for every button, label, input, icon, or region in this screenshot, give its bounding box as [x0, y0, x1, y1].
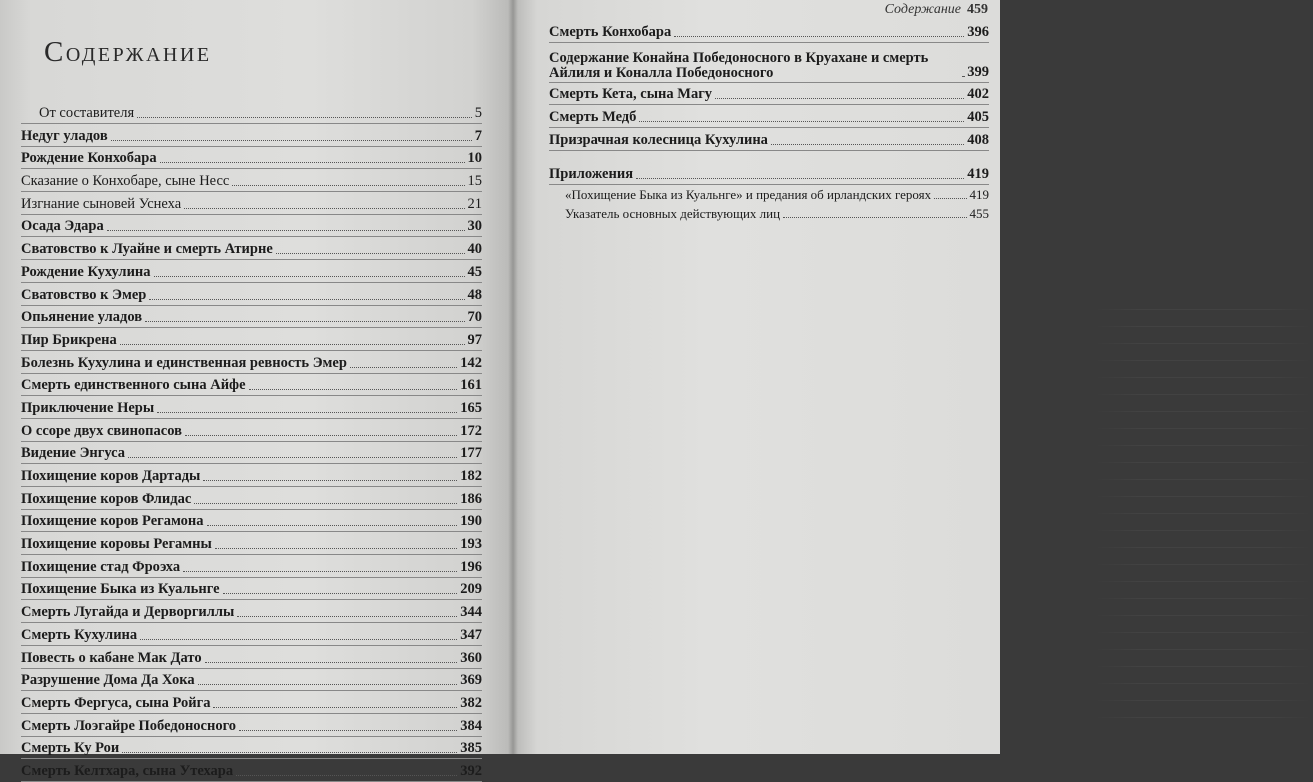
toc-entry — [549, 20, 989, 43]
toc-entry-page: 419 — [969, 187, 989, 203]
toc-entry — [21, 714, 482, 737]
toc-entry-label: Содержание Конайна Победоносного в Круахане и смерть Айлиля и Коналла Победоносного — [549, 49, 929, 81]
toc-entry-page: 344 — [460, 604, 482, 621]
dot-leader — [198, 684, 458, 685]
dot-leader — [215, 548, 457, 549]
toc-entry-label: Пир Брикрена — [21, 331, 117, 348]
dot-leader — [771, 144, 964, 145]
dot-leader — [111, 140, 472, 141]
toc-entry — [549, 128, 989, 151]
toc-entry-label: Опьянение уладов — [21, 309, 143, 326]
dot-leader — [674, 36, 964, 37]
dot-leader — [639, 121, 964, 122]
toc-entry — [21, 464, 482, 487]
toc-entry-page: 385 — [460, 740, 482, 757]
toc-entry — [21, 260, 482, 283]
toc-entry-label: Похищение коров Флидас — [21, 490, 192, 507]
toc-entry-page: 419 — [967, 166, 989, 183]
running-head — [885, 2, 988, 18]
toc-entry-page: 190 — [460, 513, 482, 530]
toc-entry-page: 30 — [467, 218, 482, 235]
toc-entry-label: Болезнь Кухулина и единственная ревность Эмер — [21, 354, 347, 371]
dot-leader — [122, 752, 457, 753]
toc-entry — [549, 83, 989, 106]
dot-leader — [207, 525, 458, 526]
toc-entry — [549, 43, 989, 83]
toc-entry-label: Рождение Кухулина — [21, 263, 151, 280]
toc-entry — [21, 419, 482, 442]
toc-entry-page: 45 — [467, 263, 482, 280]
dot-leader — [276, 253, 465, 254]
toc-entry-page: 161 — [460, 377, 482, 394]
toc-entry — [21, 374, 482, 397]
toc-entry-page: 70 — [467, 309, 482, 326]
dot-leader — [203, 480, 457, 481]
toc-entry — [21, 328, 482, 351]
toc-entry — [21, 555, 482, 578]
toc-entry — [21, 215, 482, 238]
toc-entry-label: Похищение Быка из Куальнге — [21, 581, 220, 598]
toc-entry-label: Видение Энгуса — [21, 445, 126, 462]
toc-entry-page: 15 — [467, 173, 482, 190]
toc-entry-page: 382 — [460, 694, 482, 711]
toc-entry-label: Смерть Ку Рои — [21, 740, 120, 757]
toc-entry-label: Смерть Кета, сына Магу — [549, 86, 713, 103]
dot-leader — [249, 389, 458, 390]
dot-leader — [183, 571, 457, 572]
toc-left — [21, 100, 482, 782]
toc-entry-label: Осада Эдара — [21, 218, 104, 235]
dot-leader — [934, 198, 966, 199]
show-through-texture — [1093, 300, 1313, 720]
toc-entry-page: 172 — [460, 422, 482, 439]
toc-entry-page: 7 — [474, 127, 482, 144]
toc-entry — [21, 100, 482, 124]
right-page — [513, 0, 1000, 754]
toc-entry — [21, 646, 482, 669]
dot-leader — [783, 217, 966, 218]
toc-entry-page: 408 — [967, 131, 989, 148]
toc-entry-label: «Похищение Быка из Куальнге» и предания об ирландских героях — [565, 187, 932, 203]
toc-entry — [21, 237, 482, 260]
toc-entry-label: Смерть единственного сына Айфе — [21, 377, 246, 394]
toc-entry — [21, 306, 482, 329]
toc-right — [549, 20, 989, 223]
dot-leader — [236, 775, 457, 776]
spacer — [549, 151, 989, 163]
toc-entry — [21, 487, 482, 510]
toc-entry — [21, 737, 482, 760]
dot-leader — [962, 76, 964, 77]
toc-entry — [21, 759, 482, 782]
dot-leader — [154, 276, 465, 277]
toc-entry-label: Смерть Кухулина — [21, 626, 138, 643]
dot-leader — [145, 321, 464, 322]
dot-leader — [185, 435, 457, 436]
toc-entry-page: 384 — [460, 717, 482, 734]
toc-entry-label: Похищение коровы Регамны — [21, 536, 212, 553]
toc-entry — [21, 147, 482, 170]
toc-entry-page: 396 — [967, 23, 989, 40]
toc-subentry — [549, 185, 989, 204]
toc-entry — [21, 532, 482, 555]
dot-leader — [107, 230, 465, 231]
toc-subentry — [549, 204, 989, 223]
toc-entry — [21, 192, 482, 215]
toc-entry — [21, 283, 482, 306]
toc-entry-label: Смерть Келтхара, сына Утехара — [21, 762, 234, 779]
dot-leader — [232, 185, 464, 186]
toc-entry — [21, 623, 482, 646]
toc-entry — [21, 669, 482, 692]
toc-entry — [21, 691, 482, 714]
toc-entry-page: 48 — [467, 286, 482, 303]
toc-entry-label: Недуг уладов — [21, 127, 108, 144]
toc-entry-label: Смерть Медб — [549, 109, 637, 126]
toc-entry — [21, 169, 482, 192]
toc-entry — [21, 600, 482, 623]
toc-entry — [21, 510, 482, 533]
toc-entry-label: Сватовство к Эмер — [21, 286, 147, 303]
toc-entry-page: 5 — [474, 105, 482, 121]
toc-entry-label: Смерть Лугайда и Дерворгиллы — [21, 604, 235, 621]
toc-entry-label: Похищение стад Фроэха — [21, 558, 181, 575]
dot-leader — [715, 98, 964, 99]
page-title: Содержание — [44, 36, 212, 68]
toc-entry-label: Смерть Фергуса, сына Ройга — [21, 694, 211, 711]
toc-entry — [21, 351, 482, 374]
dot-leader — [137, 117, 472, 118]
dot-leader — [213, 707, 457, 708]
dot-leader — [350, 367, 457, 368]
toc-entry-page: 21 — [467, 195, 482, 212]
toc-entry-page: 399 — [967, 63, 989, 80]
toc-entry-label: Сказание о Конхобаре, сыне Несс — [21, 173, 230, 190]
dot-leader — [636, 178, 964, 179]
toc-entry-label: Смерть Конхобара — [549, 23, 672, 40]
toc-entry-label: Рождение Конхобара — [21, 150, 157, 167]
toc-entry-label: Похищение коров Регамона — [21, 513, 204, 530]
toc-entry-appendix — [549, 163, 989, 186]
toc-entry — [21, 578, 482, 601]
toc-entry-page: 165 — [460, 399, 482, 416]
toc-entry-page: 196 — [460, 558, 482, 575]
toc-entry-page: 360 — [460, 649, 482, 666]
toc-entry-label: Указатель основных действующих лиц — [565, 206, 781, 222]
toc-entry-page: 209 — [460, 581, 482, 598]
toc-entry-page: 369 — [460, 672, 482, 689]
dot-leader — [239, 730, 457, 731]
dot-leader — [223, 593, 458, 594]
toc-entry-label: О ссоре двух свинопасов — [21, 422, 182, 439]
dot-leader — [160, 162, 465, 163]
toc-entry-page: 186 — [460, 490, 482, 507]
toc-entry-label: Сватовство к Луайне и смерть Атирне — [21, 241, 273, 258]
dot-leader — [184, 208, 464, 209]
dot-leader — [140, 639, 457, 640]
toc-entry-page: 177 — [460, 445, 482, 462]
toc-entry-page: 455 — [969, 206, 989, 222]
toc-entry-label: Разрушение Дома Да Хока — [21, 672, 195, 689]
toc-entry — [21, 124, 482, 147]
toc-entry — [549, 105, 989, 128]
toc-entry-page: 193 — [460, 536, 482, 553]
toc-entry-page: 347 — [460, 626, 482, 643]
running-head-title: Содержание — [884, 2, 961, 17]
toc-entry-page: 97 — [467, 331, 482, 348]
toc-entry-page: 182 — [460, 468, 482, 484]
dot-leader — [128, 457, 457, 458]
toc-entry — [21, 396, 482, 419]
toc-entry-page: 392 — [460, 762, 482, 779]
toc-entry-label: Смерть Лоэгайре Победоносного — [21, 717, 237, 734]
toc-entry-page: 40 — [467, 241, 482, 258]
toc-entry-label: Призрачная колесница Кухулина — [549, 131, 768, 148]
toc-entry-label: Изгнание сыновей Уснеха — [21, 195, 182, 212]
toc-entry-label: Повесть о кабане Мак Дато — [21, 649, 202, 666]
toc-entry-label: Приключение Неры — [21, 399, 155, 416]
toc-entry-page: 10 — [467, 150, 482, 167]
dot-leader — [120, 344, 465, 345]
toc-entry-page: 142 — [460, 354, 482, 371]
toc-entry-label: Приложения — [549, 166, 634, 183]
dot-leader — [237, 616, 457, 617]
dot-leader — [149, 299, 464, 300]
toc-entry-page: 405 — [967, 109, 989, 126]
left-page — [0, 0, 513, 779]
dot-leader — [157, 412, 457, 413]
toc-entry-label: От составителя — [39, 105, 135, 121]
toc-entry-page: 402 — [967, 86, 989, 103]
toc-entry-label: Похищение коров Дартады — [21, 468, 201, 484]
dot-leader — [205, 662, 458, 663]
toc-entry — [21, 442, 482, 465]
dot-leader — [194, 503, 457, 504]
page-number: 459 — [967, 2, 988, 17]
